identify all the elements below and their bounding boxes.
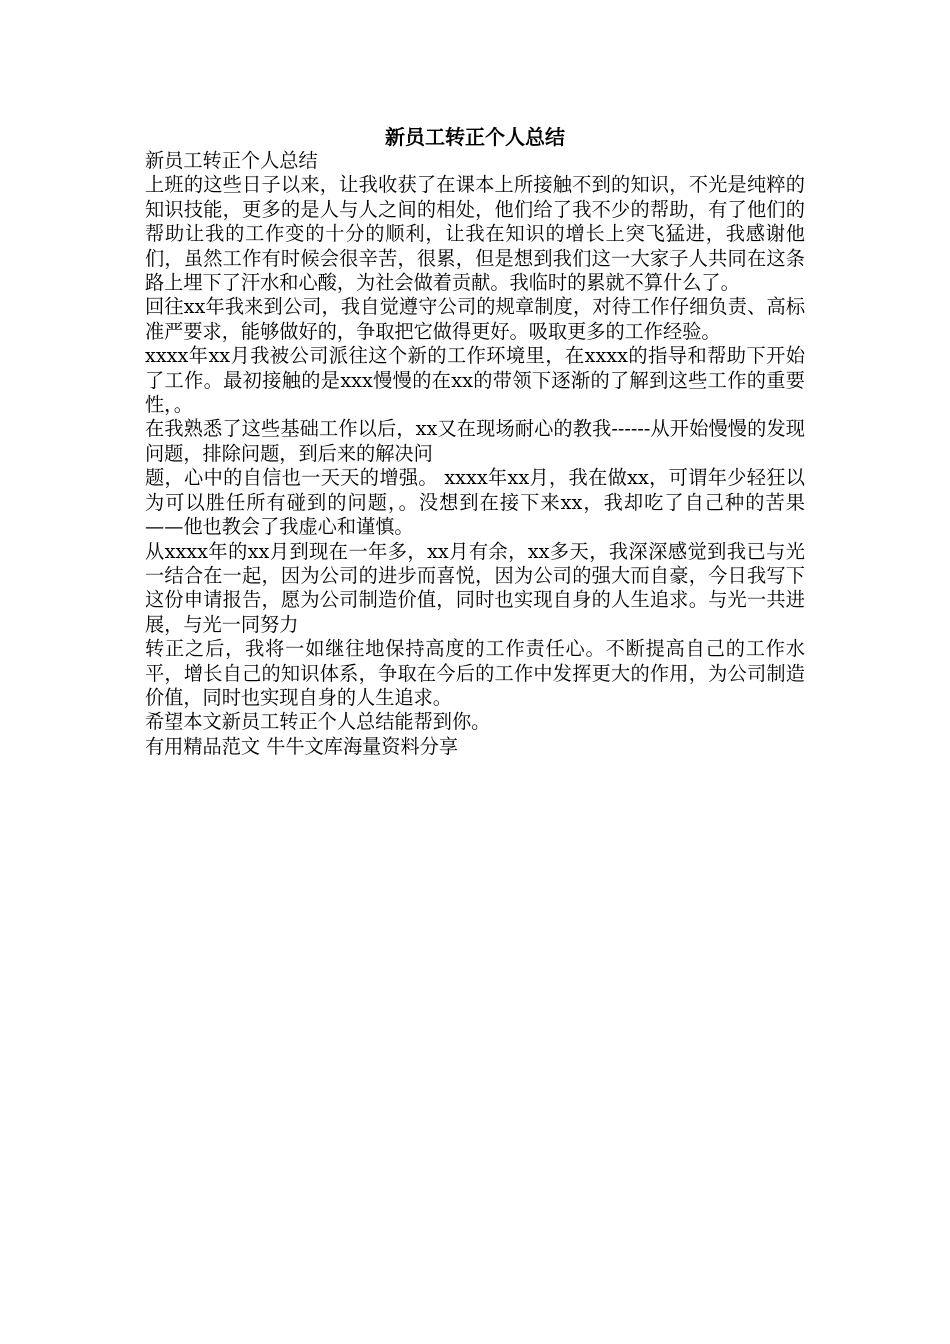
paragraph-5: 题，心中的自信也一天天的增强。 xxxx年xx月，我在做xx，可谓年少轻狂以为可以胜任所有碰到的问题，。没想到在接下来xx，我却吃了自己种的苦果——他也教会了我虚心和谨慎。 [145, 466, 805, 539]
paragraph-6: 从xxxx年的xx月到现在一年多，xx月有余，xx多天，我深深感觉到我已与光一结合在一起，因为公司的进步而喜悦，因为公司的强大而自豪，今日我写下这份申请报告，愿为公司制造价值，同时也实现自身的人生追求。与光一共进展，与光一同努力 [145, 539, 805, 636]
paragraph-7: 转正之后，我将一如继往地保持高度的工作责任心。不断提高自己的工作水平，增长自己的知识体系，争取在今后的工作中发挥更大的作用，为公司制造价值，同时也实现自身的人生追求。 [145, 637, 805, 709]
paragraph-closing: 希望本文新员工转正个人总结能帮到你。 [145, 710, 491, 734]
paragraph-2: 回往xx年我来到公司，我自觉遵守公司的规章制度，对待工作仔细负责、高标准严要求，能够做好的，争取把它做得更好。吸取更多的工作经验。 [145, 295, 805, 343]
paragraph-3: xxxx年xx月我被公司派往这个新的工作环境里，在xxxx的指导和帮助下开始了工作。最初接触的是xxx慢慢的在xx的带领下逐渐的了解到这些工作的重要性，。 [145, 344, 805, 417]
document-body [145, 149, 805, 759]
document-title: 新员工转正个人总结 [385, 125, 565, 149]
paragraph-1: 上班的这些日子以来，让我收获了在课本上所接触不到的知识，不光是纯粹的知识技能，更多的是人与人之间的相处，他们给了我不少的帮助，有了他们的帮助让我的工作变的十分的顺利，让我在知识的增长上突飞猛进，我感谢他们，虽然工作有时候会很辛苦，很累，但是想到我们这一大家子人共同在这条路上埋下了汗水和心酸，为社会做着贡献。我临时的累就不算什么了。 [145, 173, 805, 295]
paragraph-footer: 有用精品范文 牛牛文库海量资料分享 [145, 734, 459, 758]
paragraph-heading: 新员工转正个人总结 [145, 149, 318, 172]
paragraph-4: 在我熟悉了这些基础工作以后，xx又在现场耐心的教我------从开始慢慢的发现问题，排除问题，到后来的解决问 [145, 417, 805, 465]
